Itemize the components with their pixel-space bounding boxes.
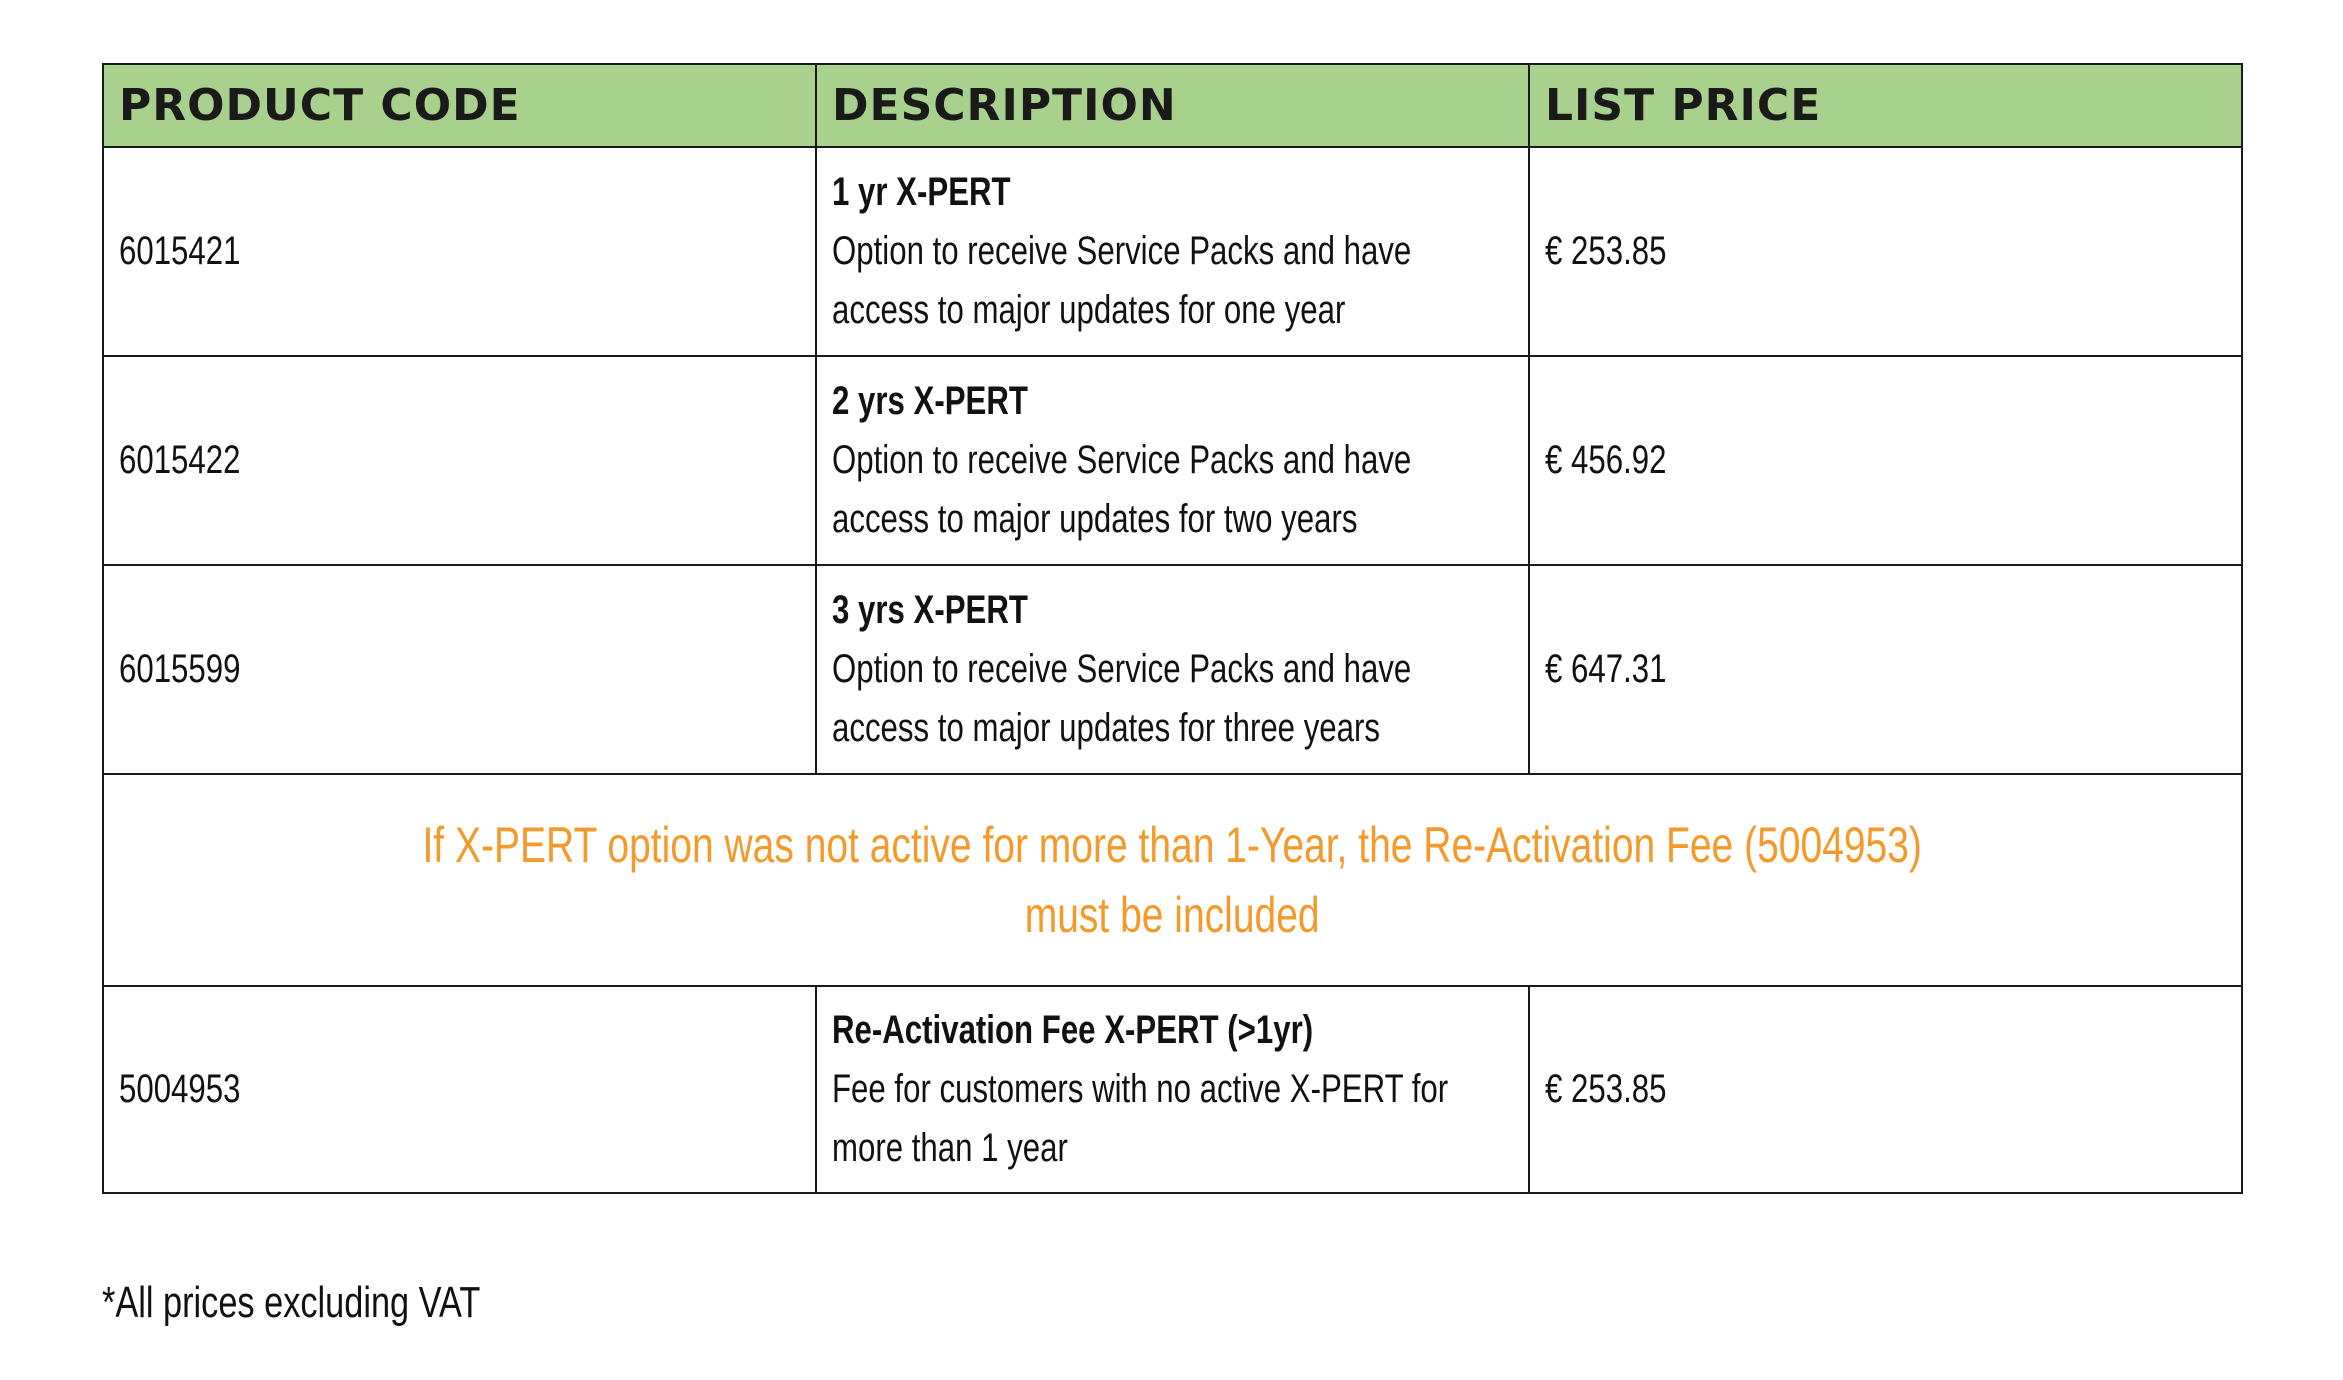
header-list-price: LIST PRICE xyxy=(1529,64,2242,147)
description-line: Fee for customers with no active X-PERT for xyxy=(832,1067,1449,1111)
description-line: Option to receive Service Packs and have xyxy=(832,647,1412,691)
description-title: Re-Activation Fee X-PERT (>1yr) xyxy=(832,1008,1314,1052)
description-line: Option to receive Service Packs and have xyxy=(832,438,1412,482)
table-row xyxy=(103,986,2242,1193)
product-code: 6015422 xyxy=(119,438,241,482)
list-price-cell xyxy=(1529,147,2242,356)
description-line: access to major updates for two years xyxy=(832,497,1358,541)
description-title: 2 yrs X-PERT xyxy=(832,379,1028,423)
description-line: Option to receive Service Packs and have xyxy=(832,229,1412,273)
price-table xyxy=(102,63,2243,1194)
reactivation-notice xyxy=(103,774,2242,986)
product-code: 6015421 xyxy=(119,229,241,273)
table-row xyxy=(103,565,2242,774)
table-row xyxy=(103,147,2242,356)
header-product-code: PRODUCT CODE xyxy=(103,64,816,147)
list-price: € 253.85 xyxy=(1545,229,1667,273)
vat-footnote: *All prices excluding VAT xyxy=(102,1278,481,1327)
list-price-cell xyxy=(1529,986,2242,1193)
description-line: access to major updates for one year xyxy=(832,288,1346,332)
table-header-row xyxy=(103,64,2242,147)
description-line: more than 1 year xyxy=(832,1126,1068,1170)
description-cell xyxy=(816,986,1529,1193)
list-price: € 647.31 xyxy=(1545,647,1667,691)
description-title: 3 yrs X-PERT xyxy=(832,588,1028,632)
product-code: 5004953 xyxy=(119,1067,241,1111)
header-description: DESCRIPTION xyxy=(816,64,1529,147)
product-code-cell xyxy=(103,565,816,774)
table-row xyxy=(103,356,2242,565)
product-code: 6015599 xyxy=(119,647,241,691)
description-cell xyxy=(816,565,1529,774)
description-title: 1 yr X-PERT xyxy=(832,170,1011,214)
list-price-cell xyxy=(1529,565,2242,774)
list-price-cell xyxy=(1529,356,2242,565)
reactivation-notice-row xyxy=(103,774,2242,986)
product-code-cell xyxy=(103,356,816,565)
product-code-cell xyxy=(103,986,816,1193)
notice-line: must be included xyxy=(1025,887,1320,943)
notice-line: If X-PERT option was not active for more than 1-Year, the Re-Activation Fee (5004953) xyxy=(422,817,1923,873)
product-code-cell xyxy=(103,147,816,356)
description-cell xyxy=(816,147,1529,356)
list-price: € 253.85 xyxy=(1545,1067,1667,1111)
description-line: access to major updates for three years xyxy=(832,706,1380,750)
list-price: € 456.92 xyxy=(1545,438,1667,482)
description-cell xyxy=(816,356,1529,565)
